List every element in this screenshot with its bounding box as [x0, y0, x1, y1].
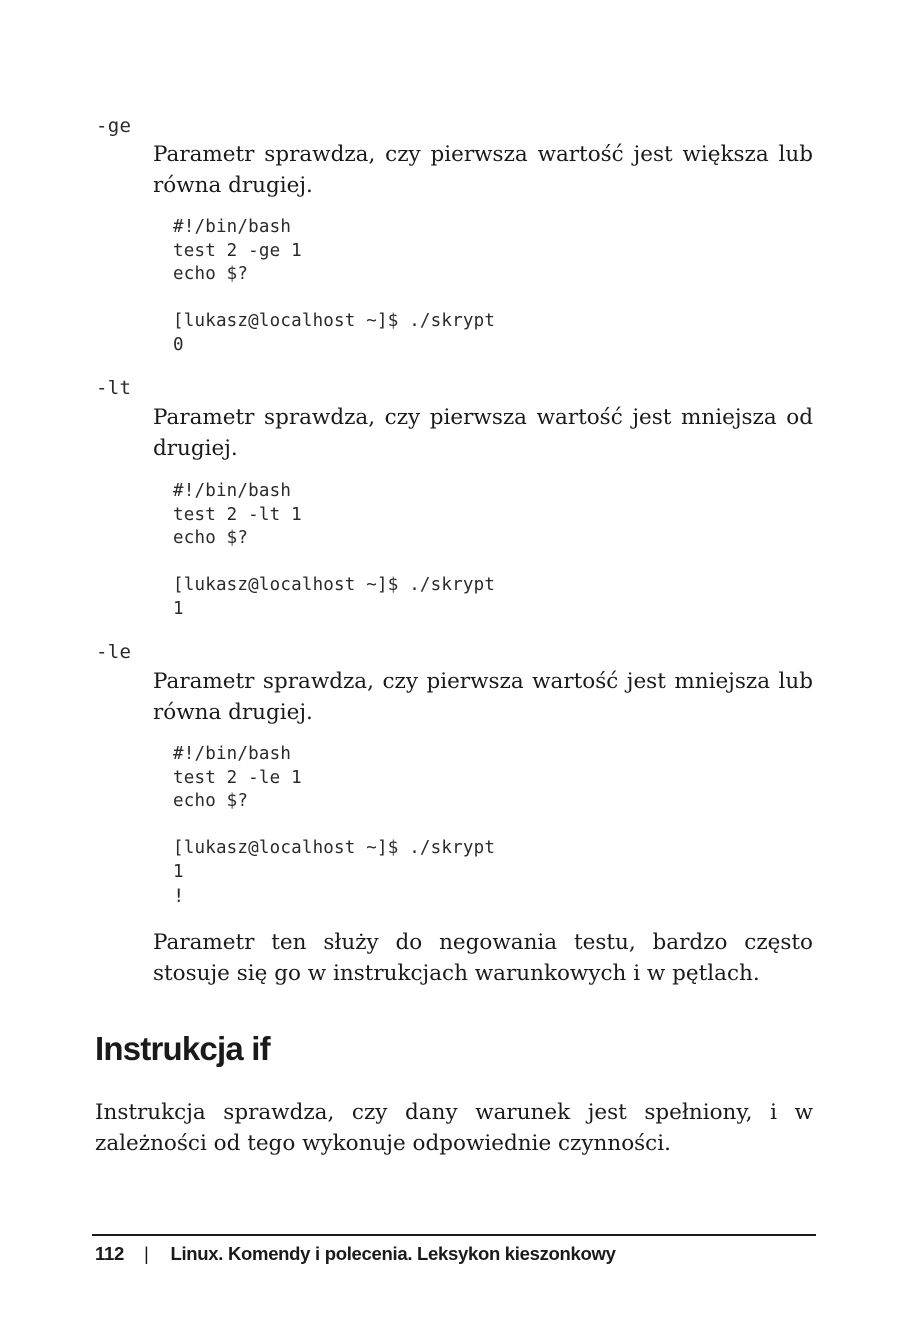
term-lt-code-example: #!/bin/bash test 2 -lt 1 echo $? [lukasz@localhost ~]$ ./skrypt 1 — [173, 481, 496, 619]
term-lt-description: Parametr sprawdza, czy pierwsza wartość jest mniejsza od drugiej. — [153, 405, 813, 461]
term-ge-description: Parametr sprawdza, czy pierwsza wartość jest większa lub równa drugiej. — [153, 142, 813, 198]
term-le-code-example: #!/bin/bash test 2 -le 1 echo $? [lukasz@localhost ~]$ ./skrypt 1 — [173, 744, 496, 882]
term-ge-code-example: #!/bin/bash test 2 -ge 1 echo $? [lukasz@localhost ~]$ ./skrypt 0 — [173, 217, 496, 355]
term-le-description: Parametr sprawdza, czy pierwsza wartość jest mniejsza lub równa drugiej. — [153, 669, 813, 725]
page-footer — [95, 1243, 616, 1265]
term-not: ! — [173, 885, 185, 907]
section-body: Instrukcja sprawdza, czy dany warunek jest spełniony, i w zależności od tego wykonuje odpowiednie czynności. — [95, 1100, 813, 1156]
book-title: Linux. Komendy i polecenia. Leksykon kieszonkowy — [170, 1243, 616, 1264]
footer-rule — [92, 1234, 816, 1236]
term-ge: -ge — [96, 115, 132, 137]
term-lt: -lt — [96, 377, 132, 399]
section-heading: Instrukcja if — [95, 1030, 270, 1067]
footer-separator: | — [143, 1243, 149, 1264]
term-le: -le — [96, 641, 132, 663]
page-number: 112 — [95, 1243, 124, 1264]
term-not-description: Parametr ten służy do negowania testu, bardzo często stosuje się go w instrukcjach warunkowych i w pętlach. — [153, 930, 813, 986]
